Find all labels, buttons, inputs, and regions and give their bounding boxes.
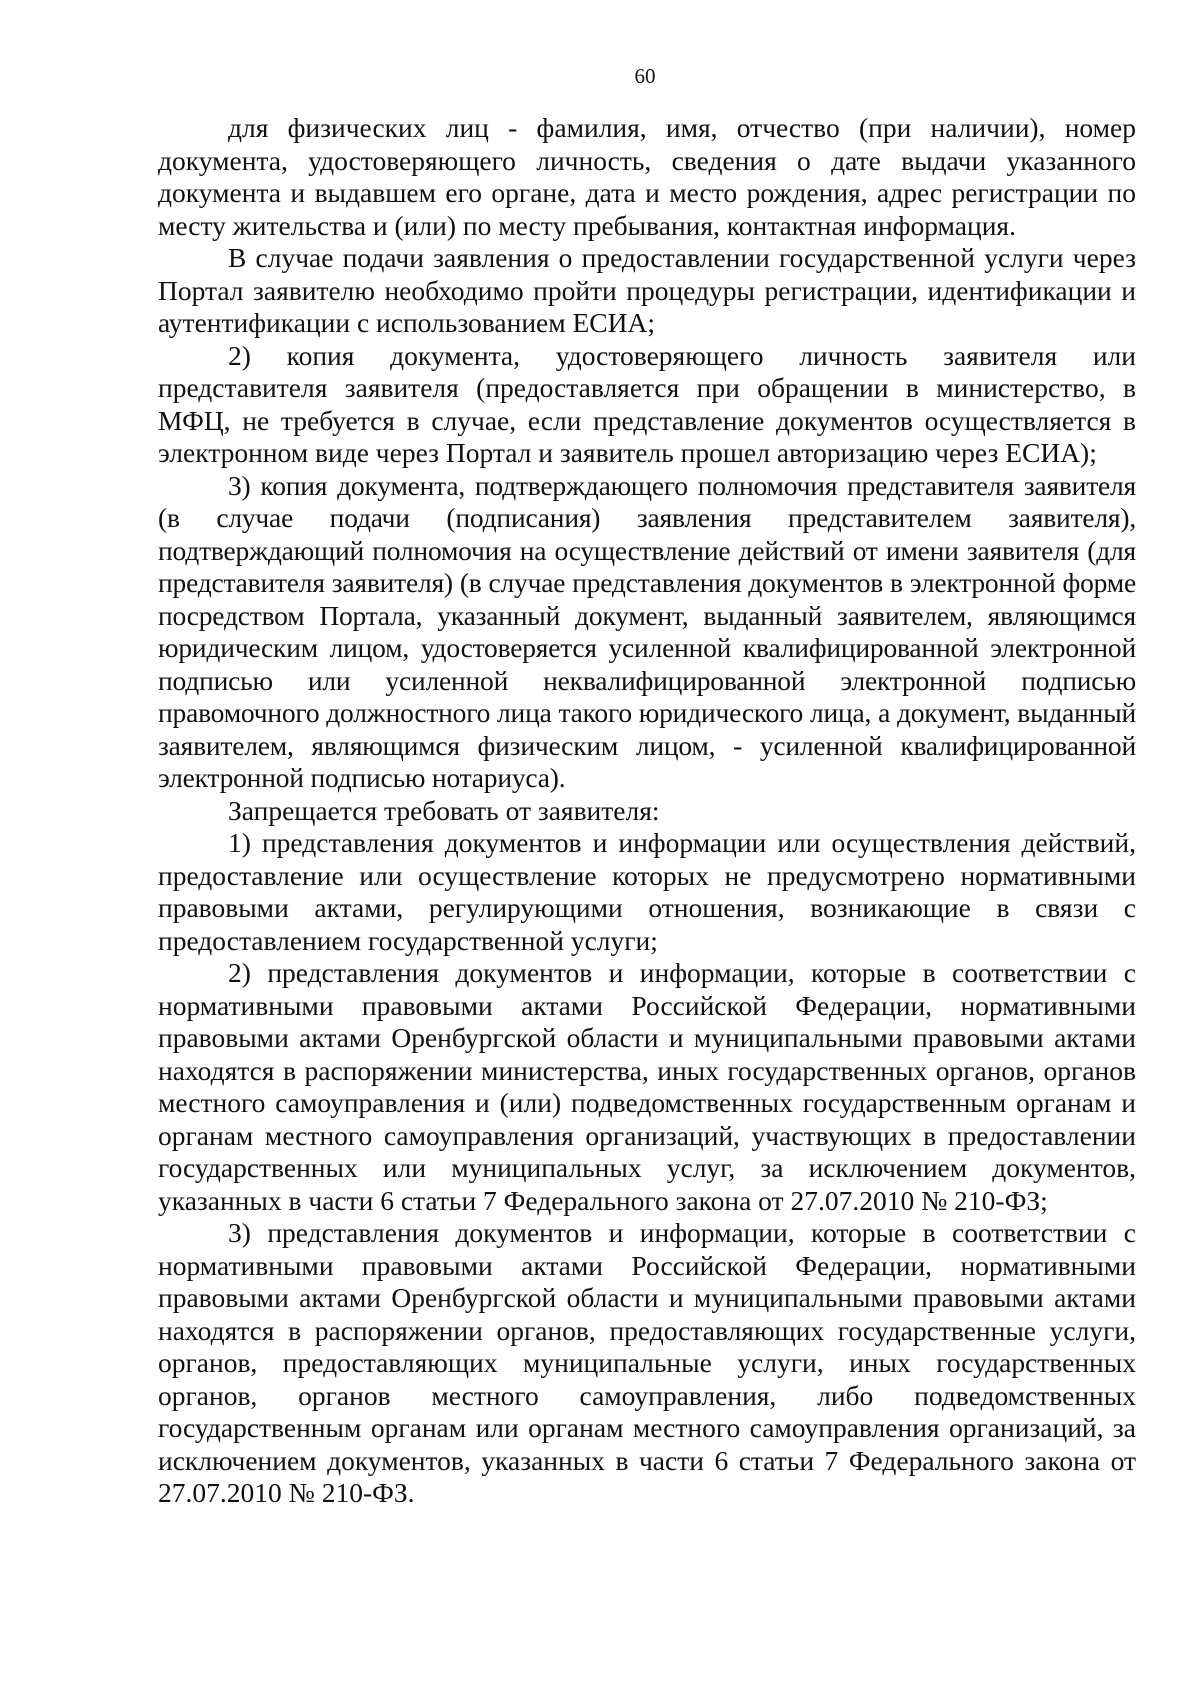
document-body bbox=[158, 112, 1136, 1510]
paragraph-prohibition-1: 1) представления документов и информации или осуществления действий, предоставление или осуществление которых не предусмотрено нормативными правовыми актами, регулирующими отношения, возникающие в связи с предоставлением государственной услуги; bbox=[158, 827, 1136, 956]
paragraph-identity-copy: 2) копия документа, удостоверяющего личность заявителя или представителя заявителя (предоставляется при обращении в министерство, в МФЦ, не требуется в случае, если представление документов осуществляется в электронном виде через Портал и заявитель прошел авторизацию через ЕСИА); bbox=[158, 339, 1136, 468]
page-number: 60 bbox=[634, 64, 656, 88]
paragraph-authority-copy: 3) копия документа, подтверждающего полномочия представителя заявителя (в случае подачи (подписания) заявления представителем заявителя), подтверждающий полномочия на осуществление действий от имени заявителя (для представителя заявителя) (в случае представления документов в электронной форме посредством Портала, указанный документ, выданный заявителем, являющимся юридическим лицом, удостоверяется усиленной квалифицированной электронной подписью или усиленной неквалифицированной электронной подписью правомочного должностного лица такого юридического лица, а документ, выданный заявителем, являющимся физическим лицом, - усиленной квалифицированной электронной подписью нотариуса). bbox=[158, 469, 1136, 793]
paragraph-individual-data: для физических лиц - фамилия, имя, отчество (при наличии), номер документа, удостоверяющего личность, сведения о дате выдачи указанного документа и выдавшем его органе, дата и место рождения, адрес регистрации по месту жительства и (или) по месту пребывания, контактная информация. bbox=[158, 112, 1136, 241]
paragraph-prohibition-2: 2) представления документов и информации, которые в соответствии с нормативными правовыми актами Российской Федерации, нормативными правовыми актами Оренбургской области и муниципальными правовыми актами находятся в распоряжении министерства, иных государственных органов, органов местного самоуправления и (или) подведомственных государственным органам и органам местного самоуправления организаций, участвующих в предоставлении государственных или муниципальных услуг, за исключением документов, указанных в части 6 статьи 7 Федерального закона от 27.07.2010 № 210-ФЗ; bbox=[158, 957, 1136, 1216]
paragraph-portal-registration: В случае подачи заявления о предоставлении государственной услуги через Портал заявителю необходимо пройти процедуры регистрации, идентификации и аутентификации с использованием ЕСИА; bbox=[158, 242, 1136, 338]
paragraph-prohibition-3: 3) представления документов и информации, которые в соответствии с нормативными правовыми актами Российской Федерации, нормативными правовыми актами Оренбургской области и муниципальными правовыми актами находятся в распоряжении органов, предоставляющих государственные услуги, органов, предоставляющих муниципальные услуги, иных государственных органов, органов местного самоуправления, либо подведомственных государственным органам или органам местного самоуправления организаций, за исключением документов, указанных в части 6 статьи 7 Федерального закона от 27.07.2010 № 210-ФЗ. bbox=[158, 1217, 1136, 1508]
paragraph-prohibited-heading: Запрещается требовать от заявителя: bbox=[228, 794, 660, 826]
